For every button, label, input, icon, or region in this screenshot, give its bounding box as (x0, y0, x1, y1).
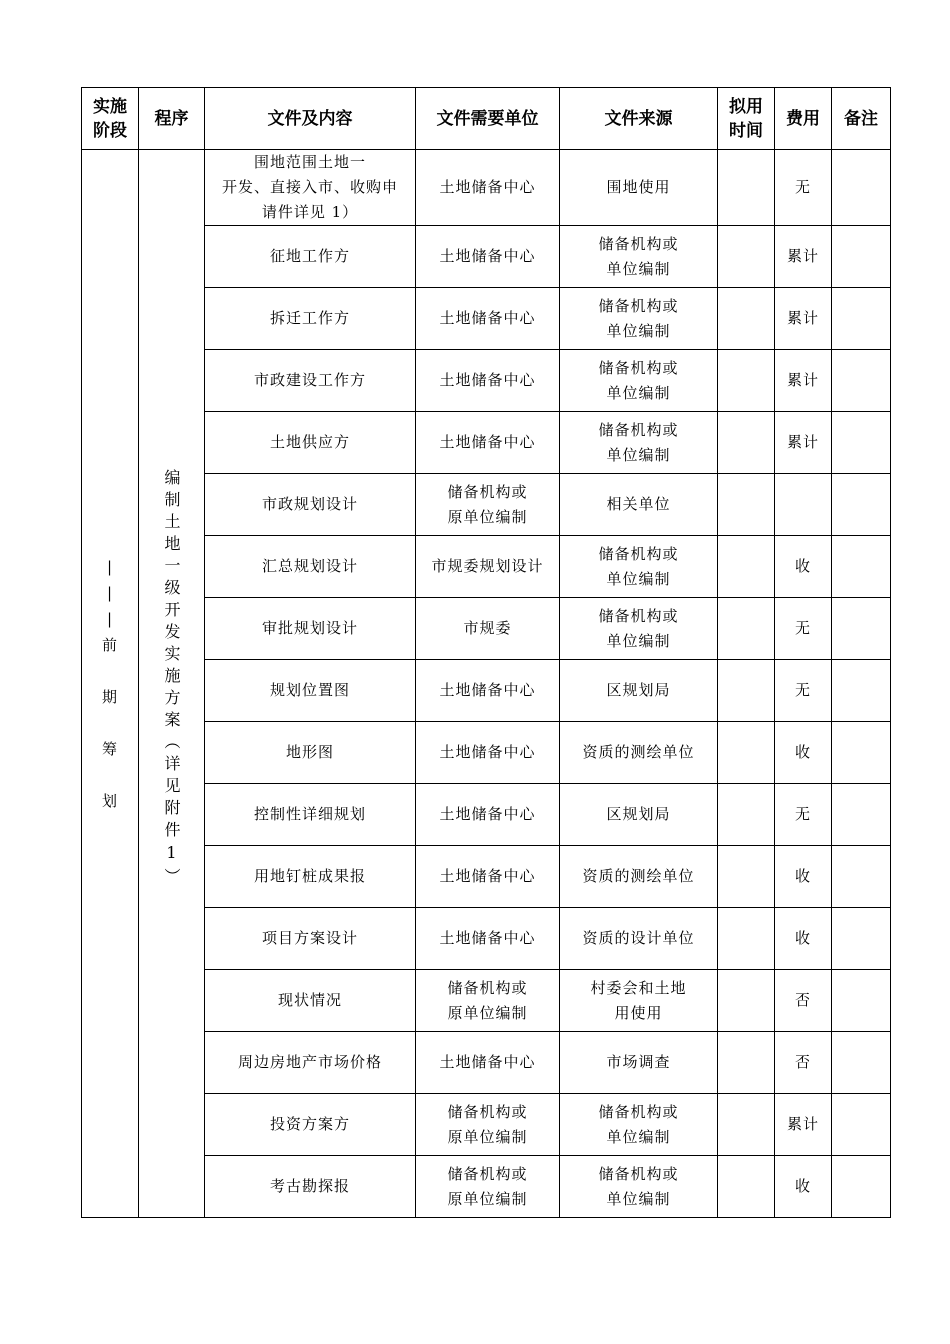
source-cell (560, 1156, 718, 1218)
required-unit-cell-text: 土地储备中心 (439, 1053, 536, 1071)
required-unit-cell-text: 土地储备中心 (439, 371, 536, 389)
cost-cell (775, 846, 832, 908)
cost-cell (775, 908, 832, 970)
source-cell (560, 660, 718, 722)
source-cell-text: 储备机构或 单位编制 (598, 420, 679, 464)
cost-cell (775, 412, 832, 474)
cost-cell (775, 660, 832, 722)
required-unit-cell (416, 226, 560, 288)
required-unit-cell-text: 土地储备中心 (439, 743, 536, 761)
time-cell (718, 150, 775, 226)
cost-cell-text: 累计 (786, 433, 819, 451)
procedure-label: 编制土地一级开发实施方案（详见附件1） (162, 469, 181, 890)
document-cell-text: 围地范围土地一 开发、直接入市、收购申 请件详见 1） (221, 153, 398, 221)
document-cell-text: 用地钉桩成果报 (253, 867, 366, 885)
remark-cell (832, 908, 891, 970)
time-cell (718, 660, 775, 722)
time-cell (718, 288, 775, 350)
cost-cell-text: 收 (794, 867, 811, 885)
document-cell-text: 征地工作方 (269, 247, 350, 265)
remark-cell (832, 474, 891, 536)
required-unit-cell (416, 150, 560, 226)
required-unit-cell (416, 1032, 560, 1094)
remark-cell (832, 722, 891, 784)
document-cell (205, 288, 416, 350)
document-cell (205, 784, 416, 846)
source-cell-text: 储备机构或 单位编制 (598, 606, 679, 650)
time-cell (718, 970, 775, 1032)
remark-cell (832, 350, 891, 412)
remark-cell (832, 288, 891, 350)
time-cell (718, 536, 775, 598)
cost-cell (775, 1156, 832, 1218)
table-body (82, 150, 891, 1218)
source-cell-text: 区规划局 (606, 681, 671, 699)
cost-cell-text: 累计 (786, 309, 819, 327)
required-unit-cell (416, 598, 560, 660)
time-cell (718, 908, 775, 970)
time-cell (718, 474, 775, 536)
cost-cell (775, 598, 832, 660)
required-unit-cell (416, 288, 560, 350)
stage-label: | | | 前 期 筹 划 (101, 557, 118, 810)
time-cell (718, 1032, 775, 1094)
source-cell-text: 区规划局 (606, 805, 671, 823)
source-cell (560, 288, 718, 350)
cost-cell-text: 无 (794, 619, 811, 637)
cost-cell-text: 无 (794, 681, 811, 699)
document-cell (205, 1094, 416, 1156)
source-cell (560, 784, 718, 846)
remark-cell (832, 660, 891, 722)
document-cell (205, 970, 416, 1032)
document-cell (205, 1156, 416, 1218)
source-cell (560, 1032, 718, 1094)
required-unit-cell (416, 908, 560, 970)
document-cell (205, 150, 416, 226)
document-cell (205, 350, 416, 412)
source-cell (560, 722, 718, 784)
required-unit-cell (416, 970, 560, 1032)
source-cell (560, 598, 718, 660)
required-unit-cell-text: 储备机构或 原单位编制 (447, 482, 528, 526)
time-cell (718, 1094, 775, 1156)
cost-cell (775, 970, 832, 1032)
header-document: 文件及内容 (205, 88, 416, 150)
document-cell-text: 审批规划设计 (261, 619, 358, 637)
source-cell-text: 储备机构或 单位编制 (598, 296, 679, 340)
document-cell-text: 投资方案方 (269, 1115, 350, 1133)
remark-cell (832, 150, 891, 226)
header-stage: 实施 阶段 (82, 88, 139, 150)
required-unit-cell-text: 土地储备中心 (439, 929, 536, 947)
document-cell-text: 项目方案设计 (261, 929, 358, 947)
document-cell-text: 周边房地产市场价格 (237, 1053, 382, 1071)
required-unit-cell-text: 土地储备中心 (439, 867, 536, 885)
source-cell (560, 1094, 718, 1156)
required-unit-cell-text: 土地储备中心 (439, 247, 536, 265)
document-cell (205, 412, 416, 474)
time-cell (718, 226, 775, 288)
cost-cell (775, 226, 832, 288)
required-unit-cell-text: 储备机构或 原单位编制 (447, 978, 528, 1022)
required-unit-cell-text: 储备机构或 原单位编制 (447, 1102, 528, 1146)
stage-cell (82, 150, 139, 1218)
procedure-cell (139, 150, 205, 1218)
remark-cell (832, 970, 891, 1032)
document-cell (205, 1032, 416, 1094)
required-unit-cell (416, 1156, 560, 1218)
document-cell-text: 地形图 (285, 743, 334, 761)
remark-cell (832, 1094, 891, 1156)
source-cell (560, 226, 718, 288)
cost-cell (775, 350, 832, 412)
required-unit-cell-text: 市规委规划设计 (431, 557, 544, 575)
source-cell-text: 市场调查 (606, 1053, 671, 1071)
source-cell (560, 412, 718, 474)
table-row (82, 150, 891, 226)
time-cell (718, 722, 775, 784)
cost-cell-text: 无 (794, 805, 811, 823)
source-cell (560, 908, 718, 970)
document-cell-text: 市政建设工作方 (253, 371, 366, 389)
remark-cell (832, 412, 891, 474)
cost-cell (775, 288, 832, 350)
cost-cell-text: 收 (794, 1177, 811, 1195)
source-cell-text: 资质的设计单位 (582, 929, 695, 947)
document-cell (205, 598, 416, 660)
cost-cell-text: 收 (794, 743, 811, 761)
source-cell-text: 村委会和土地 用使用 (590, 978, 687, 1022)
time-cell (718, 412, 775, 474)
required-unit-cell (416, 536, 560, 598)
source-cell-text: 资质的测绘单位 (582, 743, 695, 761)
header-procedure: 程序 (139, 88, 205, 150)
header-cost: 费用 (775, 88, 832, 150)
remark-cell (832, 1032, 891, 1094)
cost-cell-text: 累计 (786, 247, 819, 265)
document-cell-text: 现状情况 (277, 991, 342, 1009)
document-cell-text: 汇总规划设计 (261, 557, 358, 575)
cost-cell (775, 150, 832, 226)
document-cell-text: 规划位置图 (269, 681, 350, 699)
source-cell (560, 150, 718, 226)
document-cell-text: 土地供应方 (269, 433, 350, 451)
cost-cell (775, 1032, 832, 1094)
cost-cell-text: 累计 (786, 371, 819, 389)
header-source: 文件来源 (560, 88, 718, 150)
remark-cell (832, 846, 891, 908)
source-cell-text: 相关单位 (606, 495, 671, 513)
remark-cell (832, 536, 891, 598)
source-cell-text: 储备机构或 单位编制 (598, 358, 679, 402)
time-cell (718, 846, 775, 908)
time-cell (718, 598, 775, 660)
cost-cell-text: 收 (794, 929, 811, 947)
required-unit-cell (416, 350, 560, 412)
required-unit-cell-text: 土地储备中心 (439, 805, 536, 823)
cost-cell (775, 784, 832, 846)
time-cell (718, 784, 775, 846)
required-unit-cell (416, 1094, 560, 1156)
header-remark: 备注 (832, 88, 891, 150)
required-unit-cell (416, 722, 560, 784)
required-unit-cell (416, 660, 560, 722)
remark-cell (832, 598, 891, 660)
document-cell (205, 722, 416, 784)
source-cell-text: 储备机构或 单位编制 (598, 234, 679, 278)
cost-cell-text: 否 (794, 991, 811, 1009)
document-cell-text: 控制性详细规划 (253, 805, 366, 823)
remark-cell (832, 226, 891, 288)
cost-cell (775, 1094, 832, 1156)
document-cell (205, 908, 416, 970)
document-cell (205, 474, 416, 536)
required-unit-cell (416, 784, 560, 846)
document-cell-text: 拆迁工作方 (269, 309, 350, 327)
source-cell-text: 储备机构或 单位编制 (598, 544, 679, 588)
cost-cell (775, 722, 832, 784)
time-cell (718, 350, 775, 412)
cost-cell-text: 无 (794, 178, 811, 196)
source-cell (560, 536, 718, 598)
cost-cell (775, 536, 832, 598)
document-cell (205, 660, 416, 722)
required-unit-cell-text: 土地储备中心 (439, 433, 536, 451)
implementation-table (81, 87, 891, 1218)
source-cell-text: 储备机构或 单位编制 (598, 1164, 679, 1208)
cost-cell-text: 累计 (786, 1115, 819, 1133)
source-cell-text: 储备机构或 单位编制 (598, 1102, 679, 1146)
required-unit-cell-text: 土地储备中心 (439, 178, 536, 196)
document-cell (205, 846, 416, 908)
document-cell-text: 考古勘探报 (269, 1177, 350, 1195)
header-row (82, 88, 891, 150)
required-unit-cell-text: 土地储备中心 (439, 309, 536, 327)
document-cell-text: 市政规划设计 (261, 495, 358, 513)
required-unit-cell-text: 储备机构或 原单位编制 (447, 1164, 528, 1208)
source-cell (560, 350, 718, 412)
source-cell (560, 970, 718, 1032)
required-unit-cell (416, 412, 560, 474)
source-cell (560, 846, 718, 908)
header-required-unit: 文件需要单位 (416, 88, 560, 150)
header-time: 拟用 时间 (718, 88, 775, 150)
source-cell (560, 474, 718, 536)
required-unit-cell-text: 市规委 (463, 619, 512, 637)
time-cell (718, 1156, 775, 1218)
remark-cell (832, 784, 891, 846)
document-cell (205, 536, 416, 598)
cost-cell (775, 474, 832, 536)
remark-cell (832, 1156, 891, 1218)
required-unit-cell-text: 土地储备中心 (439, 681, 536, 699)
required-unit-cell (416, 846, 560, 908)
cost-cell-text: 否 (794, 1053, 811, 1071)
document-cell (205, 226, 416, 288)
cost-cell-text: 收 (794, 557, 811, 575)
required-unit-cell (416, 474, 560, 536)
source-cell-text: 围地使用 (606, 178, 671, 196)
source-cell-text: 资质的测绘单位 (582, 867, 695, 885)
